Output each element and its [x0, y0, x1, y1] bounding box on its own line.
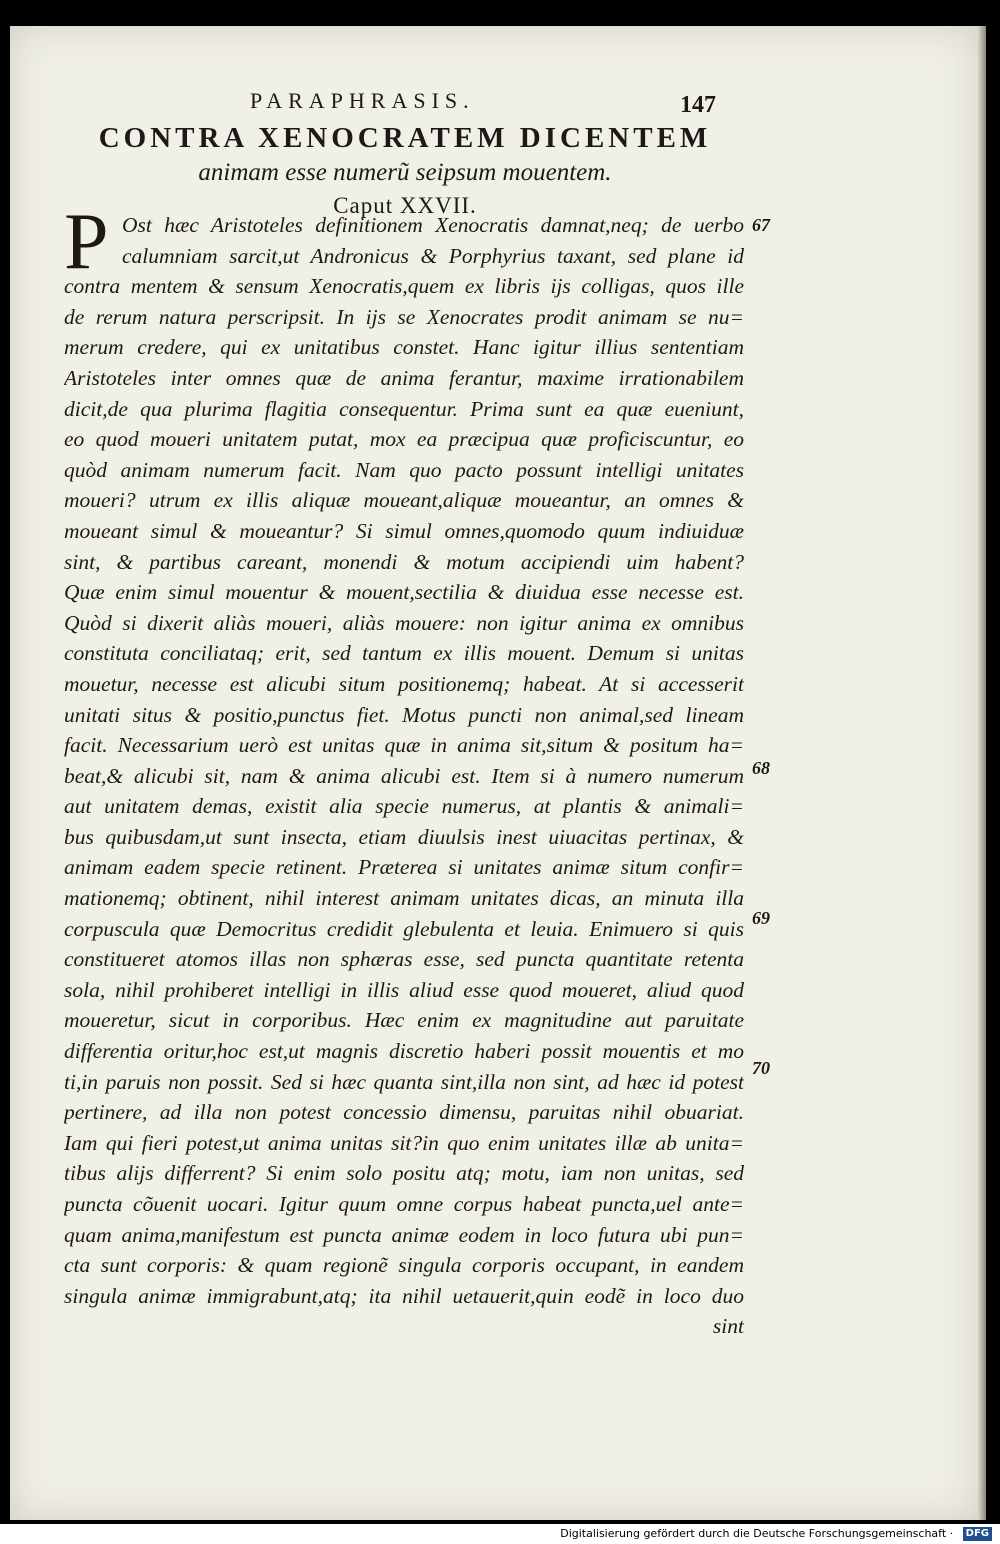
margin-note: 70: [752, 1058, 770, 1078]
text-line: Ost hæc Aristoteles definitionem Xenocratis damnat,neq; de uerbo: [122, 213, 744, 237]
text-line: pertinere, ad illa non potest concessio dimensu, paruitas nihil obuariat.: [64, 1100, 744, 1125]
text-line: Aristoteles inter omnes quæ de anima ferantur, maxime irrationabilem: [64, 365, 744, 390]
text-line: constitueret atomos illas non sphæras esse, sed puncta quantitate retenta: [64, 947, 744, 972]
text-line: calumniam sarcit,ut Andronicus & Porphyrius taxant, sed plane id: [122, 243, 744, 268]
text-line: moueretur, sicut in corporibus. Hæc enim ex magnitudine aut paruitate: [64, 1008, 744, 1033]
text-line: merum credere, qui ex unitatibus constet. Hanc igitur illius sententiam: [64, 335, 744, 360]
text-line: dicit,de qua plurima flagitia consequentur. Prima sunt ea quæ eueniunt,: [64, 396, 744, 421]
text-line: singula animæ immigrabunt,atq; ita nihil uetauerit,quin eodẽ in loco duo: [64, 1283, 744, 1308]
text-line: Quòd si dixerit aliàs moueri, aliàs mouere: non igitur anima ex omnibus: [64, 610, 744, 635]
text-line: moueant simul & moueantur? Si simul omnes,quomodo quum indiuiduæ: [64, 518, 744, 543]
body-text: [64, 210, 744, 1342]
text-line: aut unitatem demas, existit alia specie numerus, at plantis & animali=: [64, 794, 744, 819]
margin-note: 67: [752, 215, 770, 235]
chapter-heading: [85, 120, 725, 222]
dfg-logo-icon: DFG: [963, 1527, 992, 1541]
text-line: facit. Necessarium uerò est unitas quæ in anima sit,situm & positum ha=: [64, 733, 744, 758]
text-line: beat,& alicubi sit, nam & anima alicubi est. Item si à numero numerum: [64, 763, 744, 788]
drop-cap: P: [64, 198, 109, 286]
chapter-title-line-1: CONTRA XENOCRATEM DICENTEM: [98, 122, 712, 154]
text-line: mouetur, necesse est alicubi situm positionemq; habeat. At si accesserit: [64, 671, 744, 696]
text-line: constituta conciliataq; erit, sed tantum ex illis mouent. Demum si unitas: [64, 641, 744, 666]
running-head: PARAPHRASIS.: [250, 88, 475, 113]
text-line: animam eadem specie retinent. Præterea si unitates animæ situm confir=: [64, 855, 744, 880]
digitization-footer: Digitalisierung gefördert durch die Deutsche Forschungsgemeinschaft · DFG: [560, 1524, 992, 1544]
text-line: sint, & partibus careant, monendi & motum accipiendi uim habent?: [64, 549, 744, 574]
text-line: unitati situs & positio,punctus fiet. Motus puncti non animal,sed lineam: [64, 702, 744, 727]
margin-note: 69: [752, 908, 770, 928]
chapter-caput: Caput XXVII.: [333, 193, 477, 218]
text-line: cta sunt corporis: & quam regionẽ singula corporis occupant, in eandem: [64, 1253, 744, 1278]
text-line: Quæ enim simul mouentur & mouent,sectilia & diuidua esse necesse est.: [64, 580, 744, 605]
text-line: contra mentem & sensum Xenocratis,quem ex libris ijs colligas, quos ille: [64, 274, 744, 299]
text-line: quòd animam numerum facit. Nam quo pacto possunt intelligi unitates: [64, 457, 744, 482]
page-edge: [978, 26, 986, 1520]
text-line: bus quibusdam,ut sunt insecta, etiam diuulsis inest uiuacitas pertinax, &: [64, 824, 744, 849]
text-line: ti,in paruis non possit. Sed si hæc quanta sint,illa non sint, ad hæc id potest: [64, 1069, 744, 1094]
text-line: eo quod moueri unitatem putat, mox ea præcipua quæ proficiscuntur, eo: [64, 427, 744, 452]
text-line: moueri? utrum ex illis aliquæ moueant,aliquæ moueantur, an omnes &: [64, 488, 744, 513]
text-line: corpuscula quæ Democritus credidit glebulenta et leuia. Enimuero si quis: [64, 916, 744, 941]
text-line: tibus alijs differrent? Si enim solo positu atq; motu, iam non unitas, sed: [64, 1161, 744, 1186]
text-line: sola, nihil prohiberet intelligi in illis aliud esse quod moueret, aliud quod: [64, 977, 744, 1002]
footer-text: Digitalisierung gefördert durch die Deutsche Forschungsgemeinschaft: [560, 1527, 947, 1540]
catchword: sint: [712, 1314, 744, 1339]
text-line: quam anima,manifestum est puncta animæ eodem in loco futura ubi pun=: [64, 1222, 744, 1247]
text-line: Iam qui fieri potest,ut anima unitas sit?in quo enim unitates illæ ab unita=: [64, 1130, 744, 1155]
text-line: mationemq; obtinent, nihil interest animam unitates dicas, an minuta illa: [64, 886, 744, 911]
margin-note: 68: [752, 758, 770, 778]
chapter-title-line-2: animam esse numerũ seipsum mouentem.: [198, 159, 612, 186]
text-line: puncta cõuenit uocari. Igitur quum omne corpus habeat puncta,uel ante=: [64, 1192, 744, 1216]
text-line: de rerum natura perscripsit. In ijs se Xenocrates prodit animam se nu=: [64, 304, 744, 329]
text-line: differentia oritur,hoc est,ut magnis discretio haberi possit mouentis et mo: [64, 1039, 744, 1064]
page-number: 147: [680, 92, 716, 118]
